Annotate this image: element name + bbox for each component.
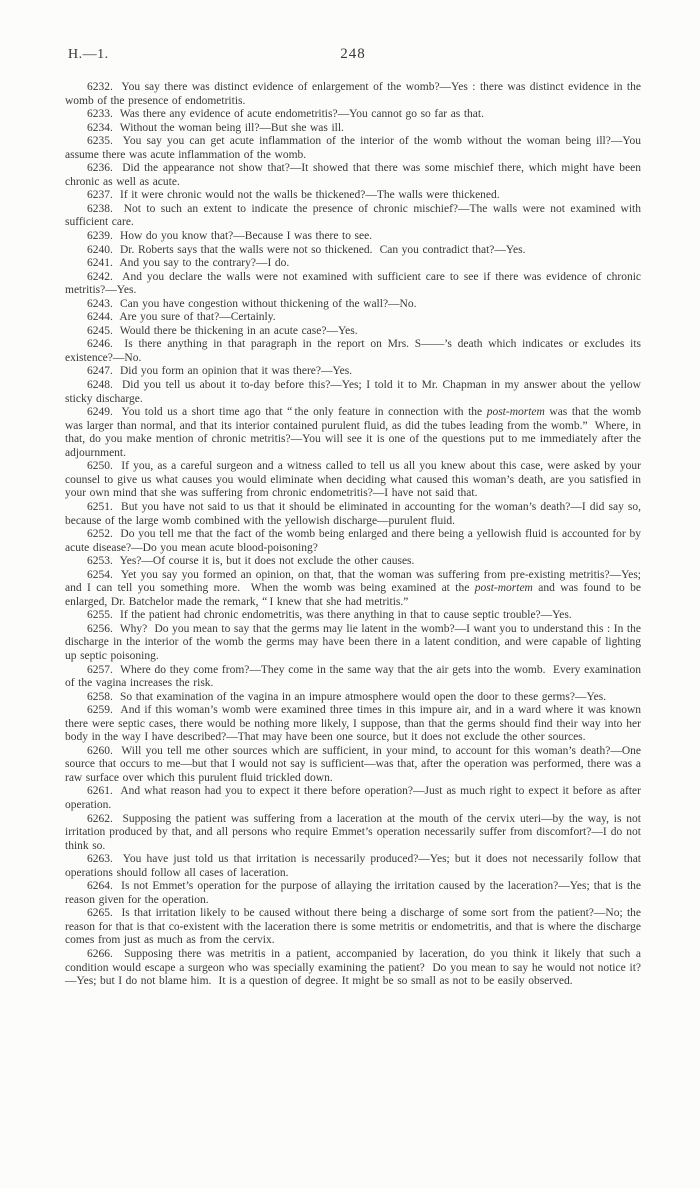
volume-label: H.—1.	[68, 47, 109, 62]
qa-paragraph: 6235. You say you can get acute inflammation of the interior of the womb without the woman being ill?—You assume there was acute inflammation of the womb.	[65, 135, 641, 161]
qa-paragraph: 6261. And what reason had you to expect it there before operation?—Just as much right to expect it before as after operation.	[65, 785, 641, 811]
qa-paragraph: 6241. And you say to the contrary?—I do.	[87, 257, 290, 270]
qa-paragraph: 6239. How do you know that?—Because I was there to see.	[87, 230, 373, 243]
qa-paragraph: 6260. Will you tell me other sources which are sufficient, in your mind, to account for this woman’s death?—One source that occurs to me—but that I would not say is sufficient—was that, after the operation was performed, there was a raw surface over which this purulent fluid trickled down.	[65, 744, 641, 784]
page-number: 248	[340, 46, 366, 62]
testimony-body	[65, 81, 641, 989]
qa-paragraph: 6253. Yes?—Of course it is, but it does not exclude the other causes.	[87, 555, 415, 568]
qa-paragraph: 6248. Did you tell us about it to-day before this?—Yes; I told it to Mr. Chapman in my answer about the yellow sticky discharge.	[65, 379, 641, 405]
qa-paragraph: 6254. Yet you say you formed an opinion, on that, that the woman was suffering from pre-existing metritis?—Yes; and I can tell you something more. When the womb was being examined at the post-mortem and was found to be enlarged, Dr. Batchelor made the remark, “ I knew that she had metritis.”	[65, 568, 641, 608]
qa-paragraph: 6246. Is there anything in that paragraph in the report on Mrs. S——’s death which indicates or excludes its existence?—No.	[65, 338, 641, 364]
qa-paragraph: 6252. Do you tell me that the fact of the womb being enlarged and there being a yellowish fluid is accounted for by acute disease?—Do you mean acute blood-poisoning?	[65, 528, 641, 554]
qa-paragraph: 6259. And if this woman’s womb were examined three times in this impure air, and in a ward where it was known there were septic cases, there would be nothing more likely, I suppose, than that the germs should find their way into her body in the way I have described?—That may have been one source, but it does not exclude the other sources.	[65, 704, 641, 744]
qa-paragraph: 6256. Why? Do you mean to say that the germs may lie latent in the womb?—I want you to understand this : In the discharge in the interior of the womb the germs may have been there in a latent condition, and were capable of lighting up septic poisoning.	[65, 622, 641, 662]
qa-paragraph: 6262. Supposing the patient was suffering from a laceration at the mouth of the cervix uteri—by the way, is not irritation produced by that, and all persons who require Emmet’s operation necessarily suffer from discomfort?—I do not think so.	[65, 812, 641, 852]
qa-paragraph: 6234. Without the woman being ill?—But she was ill.	[87, 121, 344, 134]
qa-paragraph: 6247. Did you form an opinion that it was there?—Yes.	[87, 365, 353, 378]
qa-paragraph: 6263. You have just told us that irritation is necessarily produced?—Yes; but it does not necessarily follow that operations should follow all cases of laceration.	[65, 853, 641, 879]
qa-paragraph: 6255. If the patient had chronic endometritis, was there anything in that to cause septic trouble?—Yes.	[87, 609, 572, 622]
qa-paragraph: 6233. Was there any evidence of acute endometritis?—You cannot go so far as that.	[87, 108, 484, 121]
qa-paragraph: 6258. So that examination of the vagina in an impure atmosphere would open the door to these germs?—Yes.	[87, 690, 607, 703]
qa-paragraph: 6266. Supposing there was metritis in a patient, accompanied by laceration, do you think it likely that such a condition would escape a surgeon who was specially examining the patient? Do you mean to say he would not notice it?—Yes; but I do not blame him. It is a question of degree. It might be so small as not to be easily observed.	[65, 948, 641, 988]
qa-paragraph: 6232. You say there was distinct evidence of enlargement of the womb?—Yes : there was distinct evidence in the womb of the presence of endometritis.	[65, 81, 641, 107]
qa-paragraph: 6251. But you have not said to us that it should be eliminated in accounting for the woman’s death?—I did say so, because of the large womb combined with the yellowish discharge—purulent fluid.	[65, 500, 641, 527]
qa-paragraph: 6264. Is not Emmet’s operation for the purpose of allaying the irritation caused by the laceration?—Yes; that is the reason given for the operation.	[65, 880, 641, 906]
qa-paragraph: 6249. You told us a short time ago that “ the only feature in connection with the post-mortem was that the womb was larger than normal, and that its interior contained purulent fluid, as did the tubes leading from the womb.” Where, in that, do you make mention of chronic metritis?—You will see it is one of the questions put to me immediately after the adjournment.	[65, 406, 641, 459]
qa-paragraph: 6265. Is that irritation likely to be caused without there being a discharge of some sort from the patient?—No; the reason for that is that co-existent with the laceration there is some metritis or endometritis, and that is where the discharge comes from just as much as from the cervix.	[65, 907, 641, 947]
qa-paragraph: 6245. Would there be thickening in an acute case?—Yes.	[87, 324, 358, 337]
qa-paragraph: 6236. Did the appearance not show that?—It showed that there was some mischief there, which might have been chronic as well as acute.	[65, 162, 641, 188]
qa-paragraph: 6250. If you, as a careful surgeon and a witness called to tell us all you knew about this case, were asked by your counsel to give us what causes you would eliminate when deciding what caused this woman’s death, are you satisfied in your own mind that she was suffering from chronic endometritis?—I have not said that.	[65, 460, 641, 500]
qa-paragraph: 6242. And you declare the walls were not examined with sufficient care to see if there was evidence of chronic metritis?—Yes.	[65, 270, 641, 297]
qa-paragraph: 6240. Dr. Roberts says that the walls were not so thickened. Can you contradict that?—Yes.	[87, 243, 526, 256]
qa-paragraph: 6237. If it were chronic would not the walls be thickened?—The walls were thickened.	[87, 189, 500, 202]
page-header	[65, 47, 641, 67]
qa-paragraph: 6244. Are you sure of that?—Certainly.	[87, 311, 276, 324]
qa-paragraph: 6243. Can you have congestion without thickening of the wall?—No.	[87, 297, 417, 310]
qa-paragraph: 6238. Not to such an extent to indicate the presence of chronic mischief?—The walls were not examined with sufficient care.	[65, 202, 641, 229]
qa-paragraph: 6257. Where do they come from?—They come in the same way that the air gets into the womb. Every examination of the vagina increases the risk.	[65, 663, 641, 690]
